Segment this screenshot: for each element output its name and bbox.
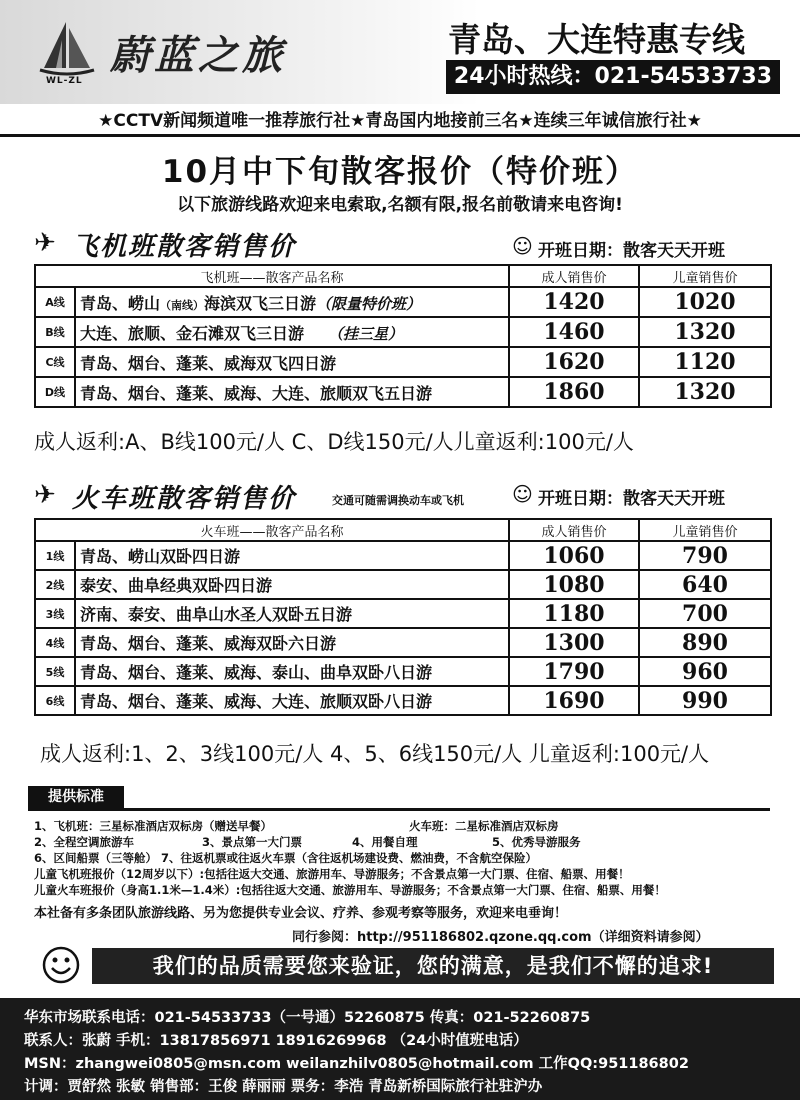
line-code: 4线: [35, 628, 75, 657]
standards-item: 2、全程空调旅游车: [34, 835, 135, 849]
table-row: [35, 599, 771, 628]
line-code: 6线: [35, 686, 75, 715]
child-price: 1120: [639, 347, 771, 377]
child-price: 1020: [639, 287, 771, 317]
airplane-icon: ✈: [34, 228, 56, 258]
table-row: [35, 628, 771, 657]
standards-line: 儿童火车班报价（身高1.1米—1.4米）:包括往返大交通、旅游用车、导游服务；不含景点第一大门票、住宿、船票、用餐！: [34, 883, 666, 897]
footer-staff-line: 计调：贾舒然 张敏 销售部：王俊 薛丽丽 票务：李浩 青岛新桥国际旅行社驻沪办: [24, 1079, 543, 1095]
child-price: 960: [639, 657, 771, 686]
page-title: 10月中下旬散客报价（特价班）: [161, 154, 639, 190]
table-header: 飞机班——散客产品名称: [35, 265, 509, 287]
standards-line: [34, 834, 581, 850]
table-header: 儿童销售价: [639, 519, 771, 541]
table-header: 成人销售价: [509, 519, 639, 541]
line-code: D线: [35, 377, 75, 407]
standards-item: 3、景点第一大门票: [202, 835, 303, 849]
adult-price: 1460: [509, 317, 639, 347]
adult-price: 1080: [509, 570, 639, 599]
table-header-row: [35, 519, 771, 541]
services-note: 本社备有多条团队旅游线路、另为您提供专业会议、疗养、参观考察等服务，欢迎来电垂询！: [34, 906, 568, 921]
adult-price: 1300: [509, 628, 639, 657]
train-transport-note: 交通可随需调换动车或飞机: [332, 494, 464, 507]
child-price: 640: [639, 570, 771, 599]
adult-price: 1420: [509, 287, 639, 317]
hotline-box: 24小时热线：021-54533733: [446, 60, 780, 94]
adult-price: 1860: [509, 377, 639, 407]
adult-price: 1620: [509, 347, 639, 377]
child-price: 890: [639, 628, 771, 657]
flight-section-title: 飞机班散客销售价: [72, 232, 297, 262]
line-code: 2线: [35, 570, 75, 599]
train-rebate: 成人返利:1、2、3线100元/人 4、5、6线150元/人 儿童返利:100元/人: [40, 742, 710, 766]
flight-rebate: 成人返利:A、B线100元/人 C、D线150元/人儿童返利:100元/人: [34, 430, 634, 454]
sailboat-logo-icon: [38, 18, 96, 78]
divider: [28, 808, 770, 811]
line-name: 青岛、烟台、蓬莱、威海双飞四日游: [75, 347, 509, 377]
flight-schedule: 开班日期：散客天天开班: [538, 241, 725, 261]
line-code: B线: [35, 317, 75, 347]
line-code: C线: [35, 347, 75, 377]
table-row: [35, 570, 771, 599]
table-row: [35, 686, 771, 715]
standards-line: 6、区间船票（三等舱） 7、往返机票或往返火车票（含往返机场建设费、燃油费，不含航空保险）: [34, 851, 538, 865]
table-header: 儿童销售价: [639, 265, 771, 287]
footer-msn-line: MSN：zhangwei0805@msn.com weilanzhilv0805@hotmail.com 工作QQ:951186802: [24, 1056, 689, 1072]
table-header: 成人销售价: [509, 265, 639, 287]
line-code: 3线: [35, 599, 75, 628]
table-header: 火车班——散客产品名称: [35, 519, 509, 541]
line-name-text: 大连、旅顺、金石滩双飞三日游: [80, 323, 305, 343]
flight-price-table: [34, 264, 772, 408]
slogan: ★CCTV新闻频道唯一推荐旅行社★青岛国内地接前三名★连续三年诚信旅行社★: [98, 111, 702, 131]
table-row: [35, 287, 771, 317]
line-name: 青岛、烟台、蓬莱、威海、大连、旅顺双卧八日游: [75, 686, 509, 715]
adult-price: 1790: [509, 657, 639, 686]
standards-heading: 提供标准: [28, 786, 124, 808]
line-name: 济南、泰安、曲阜山水圣人双卧五日游: [75, 599, 509, 628]
line-code: 5线: [35, 657, 75, 686]
line-name: 青岛、烟台、蓬莱、威海、泰山、曲阜双卧八日游: [75, 657, 509, 686]
page-subtitle: 以下旅游线路欢迎来电索取,名额有限,报名前敬请来电咨询!: [177, 195, 623, 215]
adult-price: 1180: [509, 599, 639, 628]
smiley-icon: [42, 946, 80, 984]
contact-footer: [0, 998, 800, 1100]
line-name: [75, 287, 509, 317]
child-price: 1320: [639, 317, 771, 347]
line-note: （挂三星）: [328, 324, 404, 343]
table-row: [35, 657, 771, 686]
line-name: 青岛、烟台、蓬莱、威海双卧六日游: [75, 628, 509, 657]
adult-price: 1690: [509, 686, 639, 715]
logo-subtext: WL-ZL: [46, 76, 83, 86]
adult-price: 1060: [509, 541, 639, 570]
table-row: [35, 347, 771, 377]
line-code: A线: [35, 287, 75, 317]
footer-phone-line: 华东市场联系电话：021-54533733（一号通）52260875 传真：021-52260875: [24, 1010, 591, 1026]
line-code: 1线: [35, 541, 75, 570]
standards-line: 儿童飞机班报价（12周岁以下）:包括往返大交通、旅游用车、导游服务；不含景点第一大门票、住宿、船票、用餐！: [34, 867, 630, 881]
quality-promise-banner: 我们的品质需要您来验证，您的满意，是我们不懈的追求!: [92, 948, 774, 984]
logo-text: 蔚蓝之旅: [110, 32, 286, 79]
table-row: [35, 377, 771, 407]
divider: [0, 134, 800, 137]
header-title: 青岛、大连特惠专线: [448, 20, 745, 59]
line-name: [75, 317, 509, 347]
line-name: 青岛、烟台、蓬莱、威海、大连、旅顺双飞五日游: [75, 377, 509, 407]
standards-item: 1、飞机班：三星标准酒店双标房（赠送早餐）: [34, 819, 272, 833]
train-schedule: 开班日期：散客天天开班: [538, 489, 725, 509]
line-name: 青岛、崂山双卧四日游: [75, 541, 509, 570]
footer-contact-line: 联系人：张蔚 手机：13817856971 18916269968 （24小时值班电话）: [24, 1033, 528, 1049]
airplane-icon: ✈: [34, 480, 56, 510]
child-price: 1320: [639, 377, 771, 407]
train-section-title: 火车班散客销售价: [72, 484, 297, 514]
standards-line: [34, 818, 559, 834]
peer-reference-link[interactable]: 同行参阅：http://951186802.qzone.qq.com（详细资料请参阅）: [292, 930, 709, 945]
smiley-icon: ☺: [512, 482, 533, 506]
line-name: 泰安、曲阜经典双卧四日游: [75, 570, 509, 599]
line-name-small: （南线）: [160, 298, 205, 312]
standards-item: 4、用餐自理: [352, 835, 418, 849]
smiley-icon: ☺: [512, 234, 533, 258]
line-name-text: 青岛、崂山: [80, 293, 161, 313]
standards-item: 5、优秀导游服务: [492, 835, 581, 849]
train-price-table: [34, 518, 772, 716]
child-price: 790: [639, 541, 771, 570]
table-header-row: [35, 265, 771, 287]
table-row: [35, 541, 771, 570]
table-row: [35, 317, 771, 347]
child-price: 700: [639, 599, 771, 628]
standards-item: 火车班：二星标准酒店双标房: [409, 819, 559, 833]
line-note: （限量特价班）: [316, 294, 422, 313]
child-price: 990: [639, 686, 771, 715]
line-name-text: 海滨双飞三日游: [204, 293, 317, 313]
